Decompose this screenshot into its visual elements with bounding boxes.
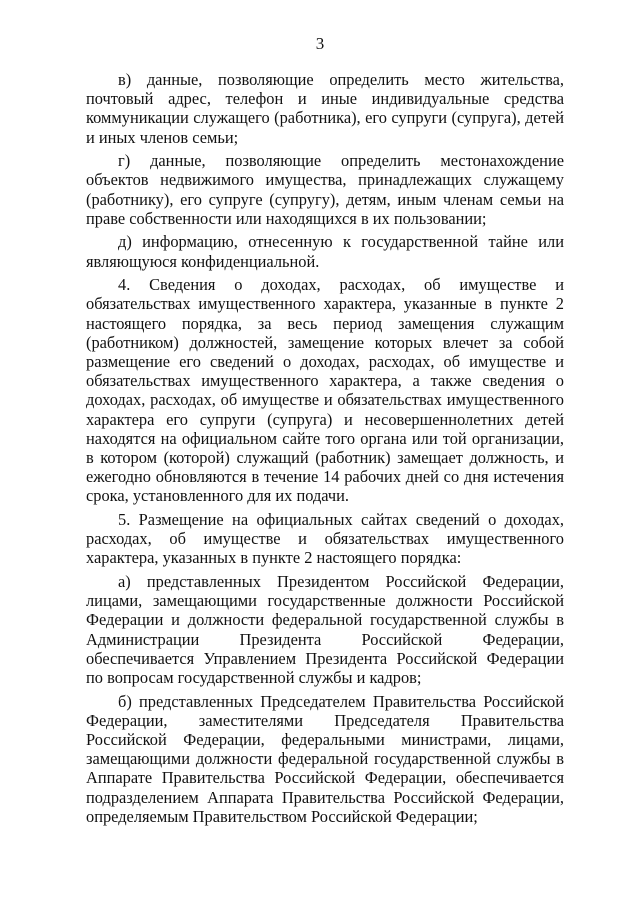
paragraph-item-d: д) информацию, отнесенную к государственной тайне или являющуюся конфиденциальной.: [86, 232, 564, 271]
page-number: 3: [315, 34, 325, 53]
paragraph-item-g: г) данные, позволяющие определить местонахождение объектов недвижимого имущества, принадлежащих служащему (работнику), его супруге (супругу), детям, иным членам семьи на праве собственности или находящихся в их пользовании;: [86, 151, 564, 228]
document-body: [86, 70, 564, 830]
paragraph-item-v: в) данные, позволяющие определить место жительства, почтовый адрес, телефон и иные индивидуальные средства коммуникации служащего (работника), его супруги (супруга), детей и иных членов семьи;: [86, 70, 564, 147]
paragraph-item-a: а) представленных Президентом Российской Федерации, лицами, замещающими государственные должности Российской Федерации и должности федеральной государственной службы в Администрации Президента Российской Федерации, обеспечивается Управлением Президента Российской Федерации по вопросам государственной службы и кадров;: [86, 572, 564, 688]
paragraph-clause-5: 5. Размещение на официальных сайтах сведений о доходах, расходах, об имуществе и обязательствах имущественного характера, указанных в пункте 2 настоящего порядка:: [86, 510, 564, 568]
paragraph-item-b: б) представленных Председателем Правительства Российской Федерации, заместителями Председателя Правительства Российской Федерации, федеральными министрами, лицами, замещающими должности федеральной государственной службы в Аппарате Правительства Российской Федерации, обеспечивается подразделением Аппарата Правительства Российской Федерации, определяемым Правительством Российской Федерации;: [86, 691, 564, 826]
paragraph-clause-4: 4. Сведения о доходах, расходах, об имуществе и обязательствах имущественного характера, указанные в пункте 2 настоящего порядка, за весь период замещения служащим (работником) должностей, замещение которых влечет за собой размещение его сведений о доходах, расходах, об имуществе и обязательствах имущественного характера, а также сведения о доходах, расходах, об имуществе и обязательствах имущественного характера его супруги (супруга) и несовершеннолетних детей находятся на официальном сайте того органа или той организации, в котором (которой) служащий (работник) замещает должность, и ежегодно обновляются в течение 14 рабочих дней со дня истечения срока, установленного для их подачи.: [86, 275, 564, 506]
